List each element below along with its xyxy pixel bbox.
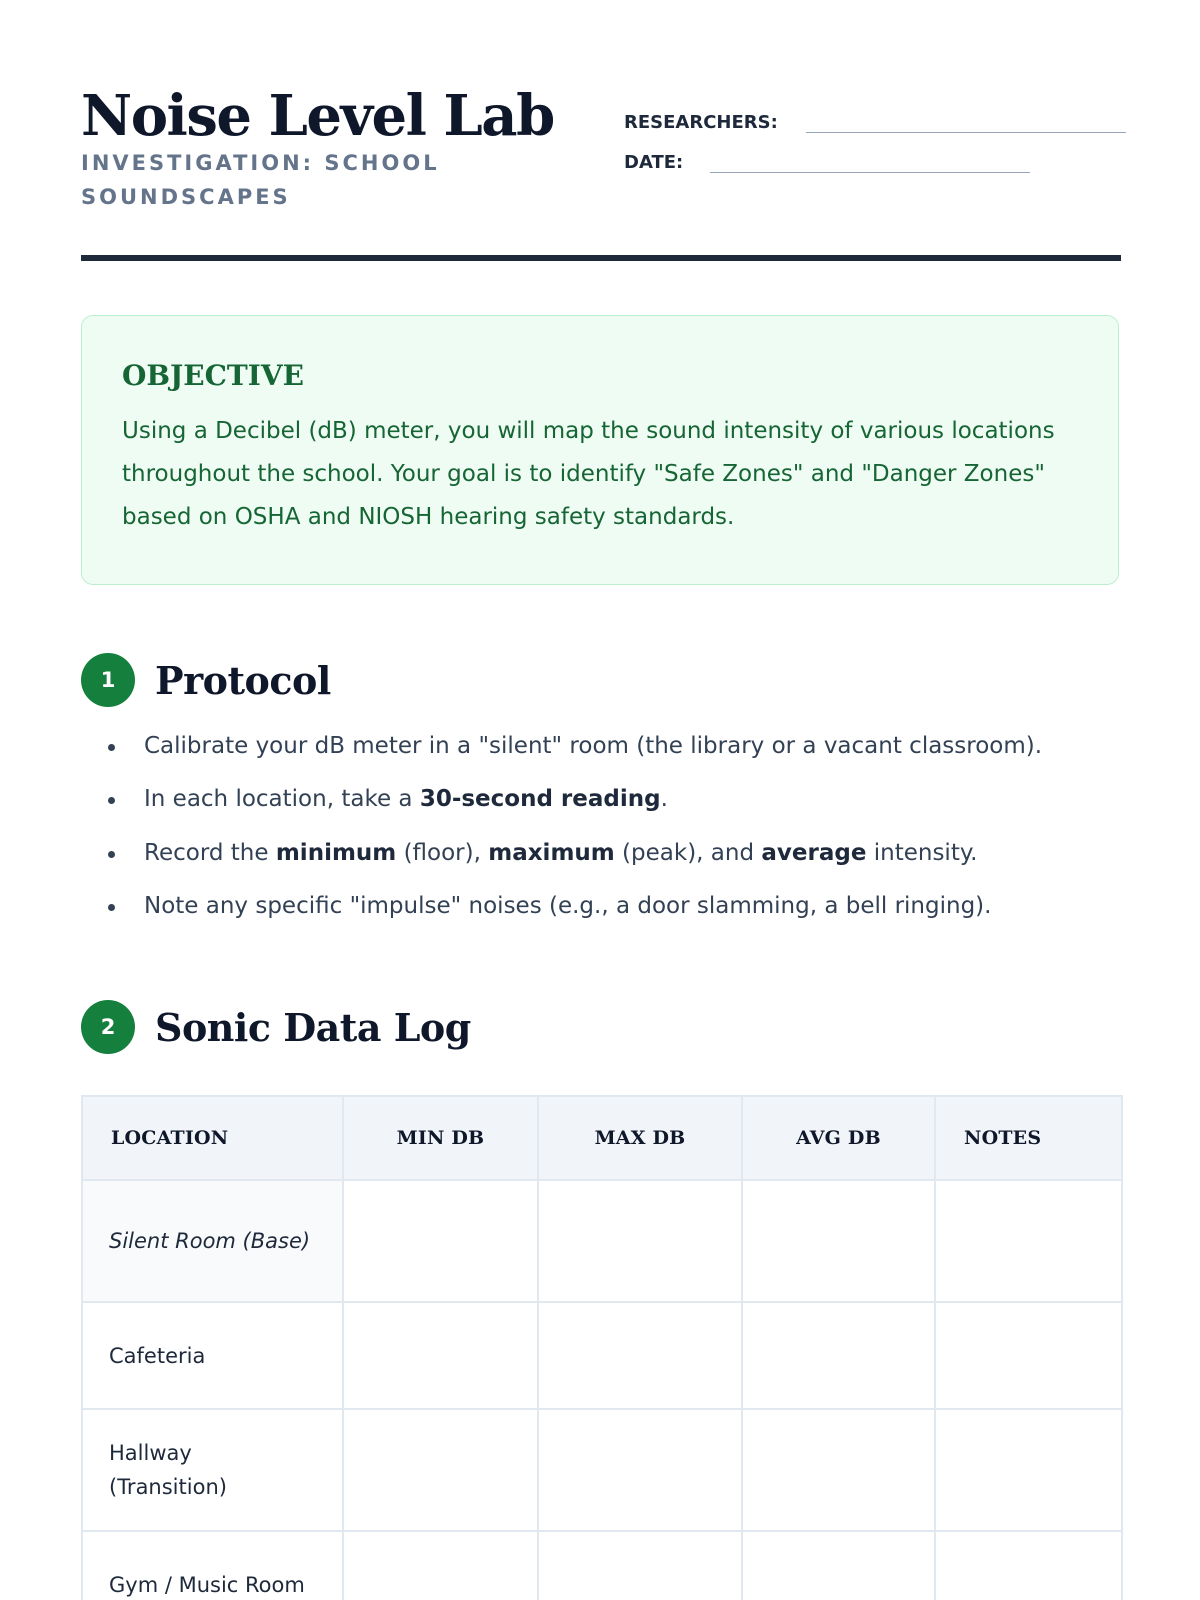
page-subtitle: INVESTIGATION: SCHOOL SOUNDSCAPES: [81, 151, 440, 209]
notes-cell[interactable]: [935, 1180, 1122, 1302]
table-row: [82, 1409, 1122, 1531]
section-title: Protocol: [155, 657, 331, 703]
location-cell: Cafeteria: [82, 1302, 343, 1409]
table-row: [82, 1302, 1122, 1409]
avg-db-cell[interactable]: [742, 1302, 935, 1409]
list-item-text: (peak), and: [614, 839, 762, 866]
location-cell: Hallway (Transition): [82, 1409, 343, 1531]
avg-db-cell[interactable]: [742, 1409, 935, 1531]
min-db-cell[interactable]: [343, 1531, 538, 1600]
header-divider: [81, 255, 1121, 261]
data-log-heading: [81, 1000, 471, 1054]
list-item: [81, 891, 1121, 944]
list-item-text: Calibrate your dB meter in a "silent" room (the library or a vacant classroom).: [144, 733, 1043, 759]
list-item-text: Note any specific "impulse" noises (e.g., a door slamming, a bell ringing).: [144, 893, 992, 920]
list-item-text: (floor),: [396, 839, 489, 866]
min-db-cell[interactable]: [343, 1409, 538, 1531]
max-db-cell[interactable]: [538, 1409, 742, 1531]
max-db-cell[interactable]: [538, 1531, 742, 1600]
column-header-notes: NOTES: [935, 1096, 1122, 1180]
min-db-cell[interactable]: [343, 1302, 538, 1409]
page-title: Noise Level Lab: [81, 83, 554, 149]
location-cell: Gym / Music Room: [82, 1531, 343, 1600]
list-item-text: Record the: [144, 839, 276, 866]
list-item-text: In each location, take a: [144, 786, 420, 813]
protocol-heading: [81, 653, 331, 707]
section-title: Sonic Data Log: [155, 1004, 471, 1050]
protocol-list: [81, 731, 1121, 945]
researchers-line[interactable]: [806, 110, 1126, 133]
data-log-table: [81, 1095, 1123, 1600]
list-item: [81, 784, 1121, 837]
notes-cell[interactable]: [935, 1409, 1122, 1531]
date-field: [624, 150, 1030, 173]
list-item: [81, 731, 1121, 784]
objective-title: OBJECTIVE: [122, 359, 304, 392]
table-header-row: [82, 1096, 1122, 1180]
notes-cell[interactable]: [935, 1302, 1122, 1409]
avg-db-cell[interactable]: [742, 1531, 935, 1600]
location-cell: Silent Room (Base): [82, 1180, 343, 1302]
column-header-avg-db: AVG DB: [742, 1096, 935, 1180]
date-line[interactable]: [710, 150, 1030, 173]
max-db-cell[interactable]: [538, 1302, 742, 1409]
objective-text: Using a Decibel (dB) meter, you will map the sound intensity of various locations throughout the school. Your goal is to identify "Safe Zones" and "Danger Zones" based on OSHA and NIOSH hearing safety standards.: [122, 418, 1055, 530]
table-row: [82, 1180, 1122, 1302]
emphasis-text: maximum: [488, 839, 615, 866]
researchers-label: RESEARCHERS:: [624, 112, 778, 133]
researchers-field: [624, 110, 1126, 133]
table-row: [82, 1531, 1122, 1600]
max-db-cell[interactable]: [538, 1180, 742, 1302]
column-header-max-db: MAX DB: [538, 1096, 742, 1180]
avg-db-cell[interactable]: [742, 1180, 935, 1302]
column-header-location: LOCATION: [82, 1096, 343, 1180]
min-db-cell[interactable]: [343, 1180, 538, 1302]
date-label: DATE:: [624, 152, 684, 173]
section-number-badge: 1: [81, 653, 135, 707]
list-item-text: .: [660, 786, 668, 813]
worksheet-header: [81, 80, 1121, 260]
emphasis-text: 30-second reading: [419, 786, 661, 813]
column-header-min-db: MIN DB: [343, 1096, 538, 1180]
list-item-text: intensity.: [866, 839, 978, 866]
worksheet-page: [81, 0, 1121, 1600]
notes-cell[interactable]: [935, 1531, 1122, 1600]
list-item: [81, 838, 1121, 891]
objective-box: [81, 315, 1119, 585]
section-number-badge: 2: [81, 1000, 135, 1054]
emphasis-text: minimum: [275, 839, 397, 866]
emphasis-text: average: [761, 839, 867, 866]
